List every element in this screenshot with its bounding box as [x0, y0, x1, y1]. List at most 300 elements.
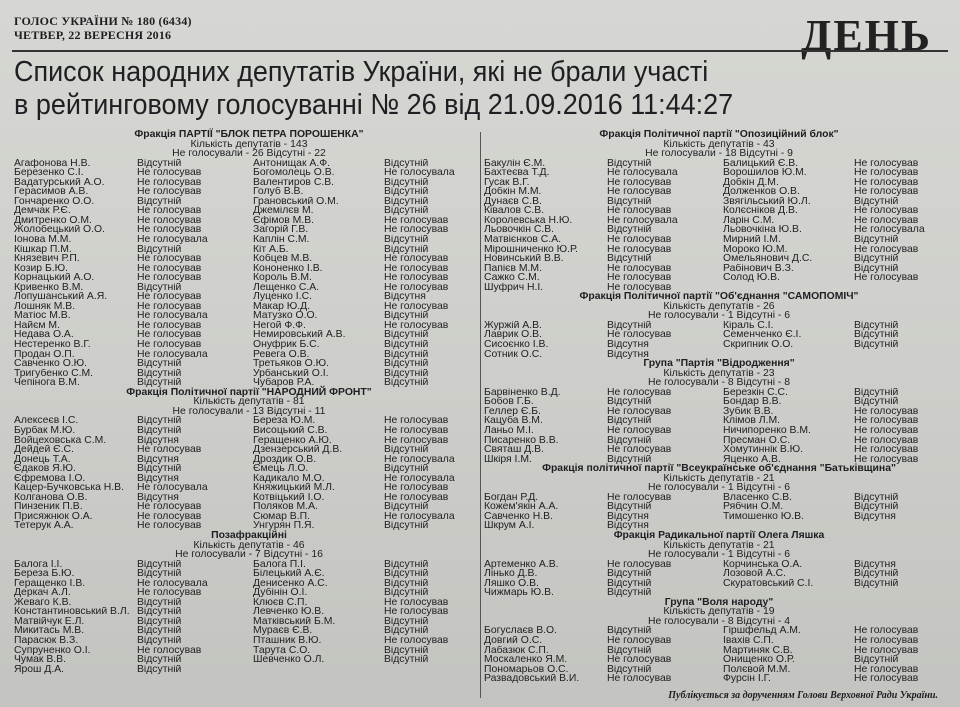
deputy-row — [14, 340, 484, 350]
deputy-name: Сюмар В.П. — [253, 511, 310, 522]
deputy-name: Шкрум А.І. — [484, 521, 535, 531]
deputy-name: Унгурян П.Я. — [253, 521, 315, 531]
deputy-row — [14, 436, 484, 446]
deputy-row — [484, 264, 954, 274]
faction-member-count: Кількість депутатів - 43 — [663, 138, 775, 150]
deputy-row — [14, 646, 484, 656]
deputy-row — [484, 216, 954, 226]
vote-status: Відсутній — [137, 416, 182, 426]
vote-status: Не голосувала — [384, 168, 455, 178]
deputy-name: Мартиняк С.В. — [723, 645, 793, 656]
deputy-name: Поляков М.А. — [253, 502, 318, 512]
deputy-name: Ничипоренко В.М. — [723, 425, 811, 436]
vote-status: Не голосував — [607, 655, 672, 665]
deputy-name: Гончаренко О.О. — [14, 196, 95, 207]
vote-status: Не голосував — [384, 263, 449, 274]
faction-title: Фракція ПАРТІЇ "БЛОК ПЕТРА ПОРОШЕНКА" — [134, 129, 364, 140]
faction-section — [14, 130, 484, 159]
deputy-row — [484, 636, 954, 646]
vote-status: Не голосував — [854, 273, 919, 283]
vote-status: Відсутній — [607, 569, 652, 579]
vote-status: Відсутній — [137, 464, 182, 474]
deputy-name: Князевич Р.П. — [14, 254, 80, 264]
vote-status: Не голосував — [854, 187, 919, 197]
deputy-row — [484, 178, 954, 188]
deputy-name: Продан О.П. — [14, 349, 75, 360]
faction-section — [484, 130, 954, 159]
deputy-name: Валентиров С.В. — [253, 177, 335, 188]
deputy-row — [14, 206, 484, 216]
deputy-row — [14, 369, 484, 379]
vote-status: Не голосував — [137, 588, 202, 598]
deputy-name: Єфремова І.О. — [14, 473, 86, 484]
vote-status: Відсутня — [607, 511, 649, 522]
vote-status: Відсутній — [137, 282, 182, 293]
vote-status: Відсутній — [854, 655, 899, 665]
deputy-name: Джемілєв М. — [253, 206, 314, 216]
vote-status: Не голосував — [854, 435, 919, 446]
vote-status: Не голосував — [137, 511, 202, 522]
deputy-row — [484, 502, 954, 512]
vote-status: Не голосувала — [137, 483, 208, 493]
deputy-name: Вадатурський А.О. — [14, 177, 105, 188]
deputy-row — [484, 579, 954, 589]
vote-status: Відсутній — [607, 454, 652, 465]
deputy-name: Жолобецький О.О. — [14, 225, 105, 236]
deputy-name: Фурсін І.Г. — [723, 674, 771, 684]
deputy-row — [484, 159, 954, 169]
deputy-name: Ланьо М.І. — [484, 425, 534, 436]
vote-status: Відсутній — [854, 320, 899, 331]
vote-status: Відсутній — [137, 368, 182, 379]
vote-status: Не голосував — [137, 206, 202, 216]
deputy-name: Береза Б.Ю. — [14, 569, 75, 579]
deputy-name: Богуслаєв В.О. — [484, 626, 557, 636]
vote-status: Не голосував — [607, 492, 672, 503]
deputy-name: Луценко І.С. — [253, 292, 312, 302]
vote-status: Відсутня — [854, 511, 896, 522]
vote-status: Не голосував — [607, 273, 672, 283]
deputy-row — [14, 502, 484, 512]
deputy-name: Микитась М.В. — [14, 626, 85, 636]
faction-section — [484, 464, 954, 493]
deputy-name: Дзензерський Д.В. — [253, 445, 343, 455]
vote-status — [854, 588, 954, 598]
deputy-name: Матузко О.О. — [253, 311, 318, 321]
deputy-row — [484, 340, 954, 350]
vote-status: Відсутня — [137, 435, 179, 446]
deputy-name: Матківський Б.М. — [253, 616, 336, 627]
vote-status: Відсутній — [607, 645, 652, 656]
deputy-name: Демчак Р.Є. — [14, 206, 71, 216]
deputy-name: Тарута С.О. — [253, 645, 311, 656]
vote-status: Не голосував — [384, 416, 449, 426]
faction-member-count: Кількість депутатів - 26 — [663, 300, 775, 312]
deputy-name: Донець Т.А. — [14, 454, 71, 465]
deputy-name: Зубик В.В. — [723, 406, 774, 417]
vote-status: Не голосував — [137, 215, 202, 226]
deputy-name: Івахів С.П. — [723, 635, 774, 646]
vote-status: Не голосував — [137, 645, 202, 656]
deputy-name: Балога І.І. — [14, 559, 63, 570]
deputy-name: Лаврик О.В. — [484, 330, 542, 341]
vote-status: Відсутній — [384, 445, 429, 455]
deputy-name: Кішкар П.М. — [14, 244, 72, 255]
deputy-name: Кононенко І.В. — [253, 263, 323, 274]
vote-status: Відсутній — [384, 588, 429, 598]
deputy-name: Бурбак М.Ю. — [14, 425, 76, 436]
deputy-row — [484, 245, 954, 255]
vote-status: Відсутній — [607, 254, 652, 264]
vote-status: Відсутній — [607, 416, 652, 426]
deputy-row — [14, 254, 484, 264]
deputy-row — [14, 197, 484, 207]
deputy-row — [484, 197, 954, 207]
deputy-row — [484, 646, 954, 656]
vote-status: Не голосував — [384, 301, 449, 312]
deputy-name: Антонищак А.Ф. — [253, 158, 330, 169]
deputy-name: Долженков О.В. — [723, 187, 800, 197]
deputy-row — [484, 569, 954, 579]
right-column — [484, 130, 954, 684]
vote-status: Відсутня — [384, 292, 426, 302]
vote-status: Не голосував — [607, 635, 672, 646]
deputy-row — [14, 636, 484, 646]
vote-status: Відсутній — [384, 378, 429, 388]
deputy-row — [14, 626, 484, 636]
deputy-row — [14, 464, 484, 474]
vote-status: Відсутній — [854, 569, 899, 579]
deputy-name: Шуфрич Н.І. — [484, 282, 544, 293]
deputy-name: Рабінович В.З. — [723, 263, 794, 274]
deputy-name: Ківалов С.В. — [484, 206, 545, 216]
vote-status: Не голосував — [384, 273, 449, 283]
deputy-row — [14, 607, 484, 617]
deputy-name: Богдан Р.Д. — [484, 492, 539, 503]
deputy-name: Москаленко Я.М. — [484, 655, 568, 665]
faction-title: Група "Воля народу" — [664, 596, 774, 608]
deputy-name: Дейдей Є.С. — [14, 445, 74, 455]
faction-title: Фракція Політичної партії "НАРОДНИЙ ФРОНТ" — [126, 386, 372, 398]
deputy-name: Константиновський В.Л. — [14, 607, 130, 617]
faction-vote-summary: Не голосували - 26 Відсутні - 22 — [172, 148, 326, 160]
deputy-name: Кіт А.Б. — [253, 244, 289, 255]
vote-status: Не голосував — [384, 435, 449, 446]
vote-status: Не голосував — [137, 502, 202, 512]
deputy-row — [484, 445, 954, 455]
faction-title: Позафракційні — [211, 529, 287, 541]
deputy-name: Бакулін Є.М. — [484, 158, 546, 169]
deputy-name: Журжій А.В. — [484, 320, 542, 331]
vote-status: Не голосував — [607, 282, 672, 293]
deputy-name: Найєм М. — [14, 320, 60, 331]
vote-status — [854, 350, 954, 360]
deputy-row — [14, 178, 484, 188]
vote-status: Не голосував — [607, 425, 672, 436]
vote-status: Не голосував — [854, 454, 919, 465]
vote-status: Відсутній — [854, 235, 899, 245]
deputy-row — [14, 216, 484, 226]
deputy-name: Парасюк В.З. — [14, 635, 79, 646]
deputy-row — [484, 206, 954, 216]
vote-status: Не голосував — [384, 483, 449, 493]
deputy-name: Чумак В.В. — [14, 655, 66, 665]
vote-status: Відсутній — [384, 626, 429, 636]
vote-status: Не голосував — [854, 674, 919, 684]
vote-status: Відсутній — [384, 177, 429, 188]
issue-number: ГОЛОС УКРАЇНИ № 180 (6434) — [14, 14, 192, 28]
vote-status: Не голосував — [854, 168, 919, 178]
deputy-name: Пташник В.Ю. — [253, 635, 322, 646]
vote-status: Відсутній — [384, 206, 429, 216]
vote-status: Не голосувала — [137, 311, 208, 321]
deputy-name: Савченко О.Ю. — [14, 359, 88, 369]
faction-title: Група "Партія "Відродження" — [643, 358, 795, 370]
vote-status: Відсутній — [384, 158, 429, 169]
deputy-row — [14, 493, 484, 503]
deputy-row — [484, 493, 954, 503]
newspaper-logo: ДЕНЬ — [801, 11, 932, 60]
faction-vote-summary: Не голосували - 18 Відсутні - 9 — [645, 148, 793, 160]
deputy-name: Білецький А.Є. — [253, 569, 325, 579]
deputy-name: Тимошенко Ю.В. — [723, 511, 804, 522]
vote-status: Відсутній — [607, 225, 652, 236]
deputy-name: Матіос М.В. — [14, 311, 71, 321]
deputy-name: Льовочкіна Ю.В. — [723, 225, 802, 236]
faction-section — [484, 359, 954, 388]
deputy-name: Колганова О.В. — [14, 492, 88, 503]
deputy-name: Новинський В.В. — [484, 254, 564, 264]
deputy-name: Довгий О.С. — [484, 635, 543, 646]
deputy-name: Тетерук А.А. — [14, 521, 74, 531]
deputy-row — [14, 474, 484, 484]
deputy-name: Клімов Л.М. — [723, 416, 781, 426]
deputy-name: Онуфрик Б.С. — [253, 340, 320, 350]
vote-status: Відсутній — [607, 158, 652, 169]
deputy-name: Барвіненко В.Д. — [484, 387, 561, 398]
deputy-name: Голуб В.В. — [253, 187, 304, 197]
faction-section — [484, 292, 954, 321]
vote-status: Відсутній — [137, 559, 182, 570]
deputy-row — [484, 321, 954, 331]
deputy-name: Ларін С.М. — [723, 215, 775, 226]
deputy-row — [14, 617, 484, 627]
deputy-name: Звягільський Ю.Л. — [723, 196, 811, 207]
deputy-name: Онищенко О.Р. — [723, 655, 795, 665]
deputy-row — [484, 436, 954, 446]
vote-status: Не голосував — [607, 330, 672, 341]
faction-vote-summary: Не голосували - 1 Відсутні - 6 — [647, 310, 791, 322]
vote-status: Відсутній — [137, 359, 182, 369]
deputy-name: Корчинська О.А. — [723, 559, 803, 570]
deputy-row — [14, 665, 484, 675]
deputy-row — [484, 388, 954, 398]
deputy-name: Балога П.І. — [253, 559, 306, 570]
deputy-name: Пинзеник П.В. — [14, 502, 83, 512]
deputy-row — [14, 330, 484, 340]
deputy-row — [14, 426, 484, 436]
vote-status: Відсутній — [137, 616, 182, 627]
deputy-name: Кадикало М.О. — [253, 473, 325, 484]
vote-status: Не голосував — [137, 521, 202, 531]
vote-status: Не голосував — [854, 664, 919, 675]
vote-status: Відсутній — [854, 340, 899, 350]
vote-status: Відсутній — [384, 196, 429, 207]
vote-status: Відсутній — [384, 330, 429, 341]
deputy-row — [484, 225, 954, 235]
deputy-name: Котвіцький І.О. — [253, 492, 325, 503]
vote-status: Відсутній — [384, 578, 429, 589]
vote-status: Відсутній — [607, 320, 652, 331]
vote-status: Відсутній — [607, 502, 652, 512]
deputy-name: Корнацький А.О. — [14, 273, 95, 283]
deputy-name: Сотник О.С. — [484, 349, 543, 360]
faction-vote-summary: Не голосували - 8 Відсутні - 8 — [647, 377, 791, 389]
faction-vote-summary: Не голосували - 8 Відсутні - 4 — [647, 615, 791, 627]
vote-status: Не голосував — [137, 301, 202, 312]
vote-status: Відсутній — [607, 435, 652, 446]
deputy-name: Висоцький С.В. — [253, 425, 328, 436]
deputy-name: Писаренко В.В. — [484, 435, 559, 446]
deputy-row — [484, 674, 954, 684]
vote-status: Не голосував — [384, 635, 449, 646]
faction-member-count: Кількість депутатів - 143 — [190, 138, 308, 150]
deputy-name: Дроздик О.В. — [253, 454, 317, 465]
deputy-name: Недава О.А. — [14, 330, 74, 341]
deputy-name: Матвієнков С.А. — [484, 235, 562, 245]
deputy-name: Мірошниченко Ю.Р. — [484, 244, 578, 255]
vote-status: Відсутній — [384, 349, 429, 360]
vote-status: Не голосував — [384, 607, 449, 617]
deputy-name: Король В.М. — [253, 273, 312, 283]
deputy-name: Агафонова Н.В. — [14, 158, 91, 169]
vote-status: Не голосував — [384, 254, 449, 264]
deputy-row — [14, 235, 484, 245]
faction-member-count: Кількість депутатів - 19 — [663, 606, 775, 618]
deputy-name: Денисенко А.С. — [253, 578, 328, 589]
vote-status: Не голосував — [607, 406, 672, 417]
faction-member-count: Кількість депутатів - 23 — [663, 367, 775, 379]
deputy-name: Чубаров Р.А. — [253, 378, 315, 388]
faction-section — [14, 388, 484, 417]
deputy-name: Козир Б.Ю. — [14, 263, 69, 274]
deputy-name: Кіраль С.І. — [723, 320, 774, 331]
vote-status: Не голосував — [384, 215, 449, 226]
deputy-name: Левченко Ю.В. — [253, 607, 325, 617]
vote-status: Не голосував — [137, 273, 202, 283]
headline-line-1: Список народних депутатів України, які не брали участі — [14, 56, 709, 88]
faction-title: Фракція Політичної партії "Об'єднання "САМОПОМІЧ" — [579, 291, 859, 303]
deputy-row — [484, 416, 954, 426]
deputy-name: Лозовой А.С. — [723, 569, 786, 579]
vote-status: Не голосував — [607, 263, 672, 274]
vote-status — [384, 665, 484, 675]
vote-status: Не голосував — [854, 425, 919, 436]
faction-member-count: Кількість депутатів - 46 — [193, 539, 305, 551]
vote-status: Не голосував — [137, 292, 202, 302]
deputy-row — [14, 579, 484, 589]
deputy-name: Кривенко В.М. — [14, 282, 84, 293]
deputy-row — [14, 292, 484, 302]
vote-status: Не голосував — [384, 282, 449, 293]
deputy-name: Алексеєв І.С. — [14, 416, 79, 426]
deputy-name: Королевська Н.Ю. — [484, 215, 573, 226]
deputy-name: Дубінін О.І. — [253, 588, 308, 598]
deputy-row — [484, 168, 954, 178]
vote-status: Відсутній — [384, 569, 429, 579]
vote-status: Не голосувала — [384, 511, 455, 522]
faction-section — [484, 598, 954, 627]
deputy-name: Гіршфельд А.М. — [723, 626, 801, 636]
vote-status: Відсутній — [854, 196, 899, 207]
deputy-name: Святаш Д.В. — [484, 445, 544, 455]
vote-status — [854, 283, 954, 293]
deputy-name: Березенко С.І. — [14, 168, 84, 178]
deputy-name: Ємець Л.О. — [253, 464, 309, 474]
deputy-row — [484, 560, 954, 570]
deputy-name: Шевченко О.Л. — [253, 655, 325, 665]
deputy-row — [484, 273, 954, 283]
deputy-name: Кобцев М.В. — [253, 254, 313, 264]
deputy-row — [14, 321, 484, 331]
deputy-name: Бобов Г.Б. — [484, 397, 534, 407]
header-divider — [12, 50, 948, 52]
vote-status: Відсутній — [137, 635, 182, 646]
faction-vote-summary: Не голосували - 7 Відсутні - 16 — [175, 549, 323, 561]
vote-status: Відсутній — [384, 340, 429, 350]
deputy-row — [14, 455, 484, 465]
deputy-name: Бондар В.В. — [723, 397, 782, 407]
vote-status: Відсутній — [854, 254, 899, 264]
issue-date: ЧЕТВЕР, 22 ВЕРЕСНЯ 2016 — [14, 28, 172, 42]
vote-status: Відсутній — [607, 196, 652, 207]
deputy-name: Княжицький М.Л. — [253, 483, 335, 493]
deputy-row — [14, 569, 484, 579]
deputy-row — [14, 655, 484, 665]
deputy-row — [484, 187, 954, 197]
vote-status: Не голосував — [854, 215, 919, 226]
deputy-name: Ляшко О.В. — [484, 578, 539, 589]
deputy-name: Чижмарь Ю.В. — [484, 588, 554, 598]
deputy-row — [484, 407, 954, 417]
deputy-row — [484, 426, 954, 436]
vote-status: Відсутній — [607, 397, 652, 407]
vote-status: Відсутній — [854, 397, 899, 407]
vote-status: Відсутній — [384, 311, 429, 321]
deputy-row — [14, 302, 484, 312]
vote-status: Відсутній — [137, 425, 182, 436]
vote-status: Не голосувала — [384, 473, 455, 484]
vote-status: Не голосував — [854, 206, 919, 216]
deputy-name: Ворошилов Ю.М. — [723, 168, 807, 178]
vote-status: Відсутній — [137, 655, 182, 665]
deputy-row — [484, 512, 954, 522]
deputy-name: Герасимов А.В. — [14, 187, 89, 197]
vote-status: Не голосував — [384, 492, 449, 503]
faction-title: Фракція Радикальної партії Олега Ляшка — [613, 529, 825, 541]
deputy-row — [14, 598, 484, 608]
vote-status: Відсутній — [384, 464, 429, 474]
deputy-name: Развадовський В.Й. — [484, 674, 580, 684]
deputy-name: Мороко Ю.М. — [723, 244, 788, 255]
deputy-row — [14, 359, 484, 369]
vote-status: Не голосував — [607, 244, 672, 255]
deputy-name: Єфімов М.В. — [253, 215, 315, 226]
deputy-name: Матвійчук Е.Л. — [14, 616, 85, 627]
vote-status: Відсутній — [384, 368, 429, 379]
faction-title: Фракція Політичної партії "Опозиційний блок" — [599, 129, 839, 140]
deputy-row — [14, 350, 484, 360]
